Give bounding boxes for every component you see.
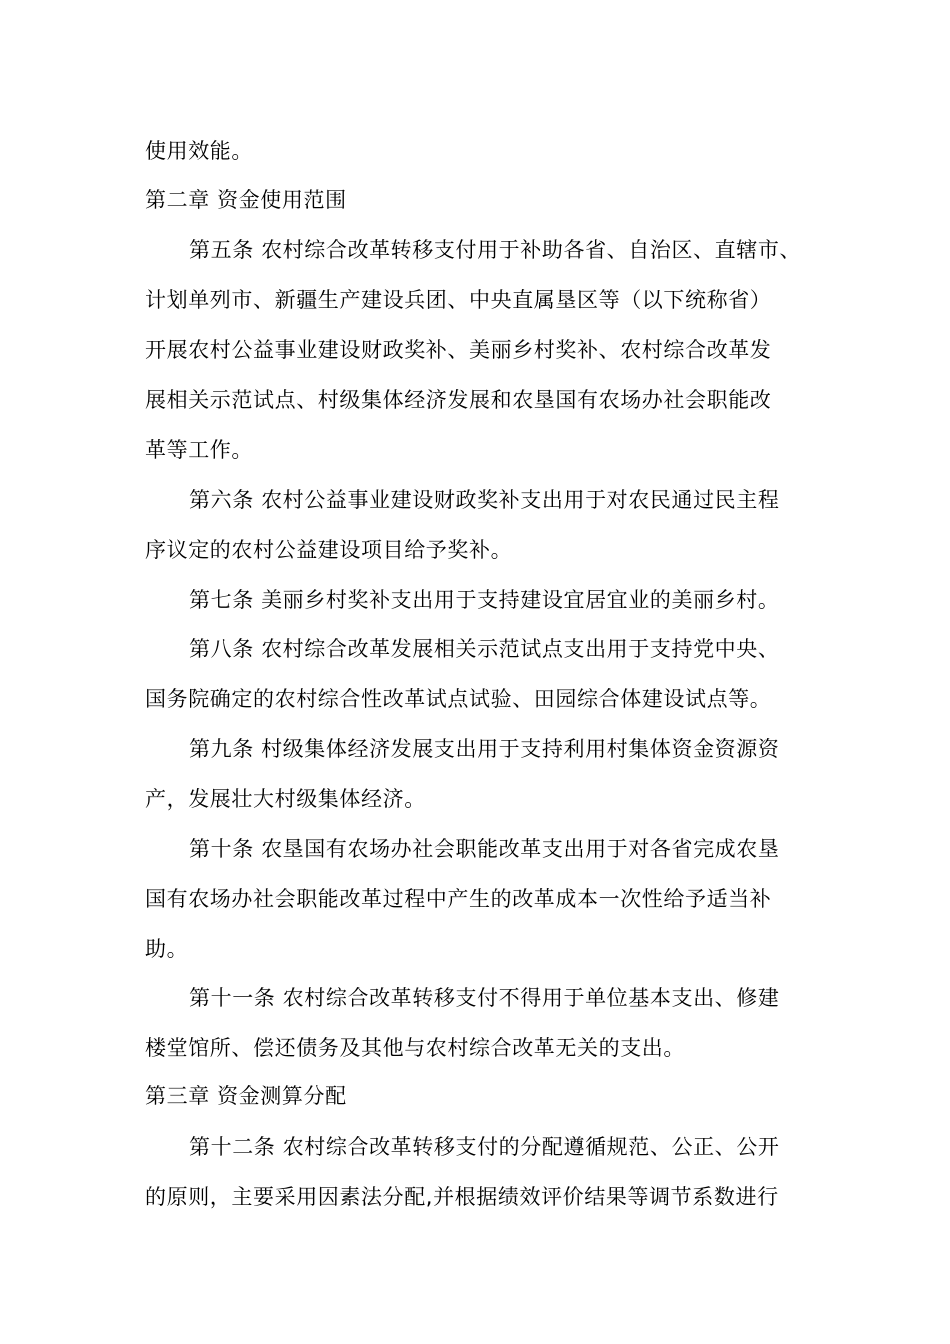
article-line: 第十一条 农村综合改革转移支付不得用于单位基本支出、修建 [189, 986, 780, 1010]
article-line: 第十二条 农村综合改革转移支付的分配遵循规范、公正、公开 [189, 1135, 780, 1159]
article-line: 第十条 农垦国有农场办社会职能改革支出用于对各省完成农垦 [189, 837, 780, 861]
text-line: 国有农场办社会职能改革过程中产生的改革成本一次性给予适当补 [145, 887, 772, 911]
text-line: 序议定的农村公益建设项目给予奖补。 [145, 538, 513, 562]
article-line: 第七条 美丽乡村奖补支出用于支持建设宜居宜业的美丽乡村。 [189, 588, 780, 612]
text-line: 的原则，主要采用因素法分配,并根据绩效评价结果等调节系数进行 [145, 1185, 779, 1209]
article-line: 第五条 农村综合改革转移支付用于补助各省、自治区、直辖市、 [189, 238, 802, 262]
chapter-heading: 第二章 资金使用范围 [145, 188, 347, 212]
text-line: 计划单列市、新疆生产建设兵团、中央直属垦区等（以下统称省） [145, 288, 772, 312]
text-line: 楼堂馆所、偿还债务及其他与农村综合改革无关的支出。 [145, 1036, 685, 1060]
text-line: 助。 [145, 937, 189, 961]
text-line: 使用效能。 [145, 139, 253, 163]
article-line: 第九条 村级集体经济发展支出用于支持利用村集体资金资源资 [189, 737, 780, 761]
text-line: 开展农村公益事业建设财政奖补、美丽乡村奖补、农村综合改革发 [145, 338, 772, 362]
chapter-heading: 第三章 资金测算分配 [145, 1084, 347, 1108]
text-line: 产，发展壮大村级集体经济。 [145, 787, 426, 811]
article-line: 第六条 农村公益事业建设财政奖补支出用于对农民通过民主程 [189, 488, 780, 512]
text-line: 展相关示范试点、村级集体经济发展和农垦国有农场办社会职能改 [145, 388, 772, 412]
text-line: 国务院确定的农村综合性改革试点试验、田园综合体建设试点等。 [145, 687, 772, 711]
article-line: 第八条 农村综合改革发展相关示范试点支出用于支持党中央、 [189, 637, 780, 661]
text-line: 革等工作。 [145, 438, 253, 462]
